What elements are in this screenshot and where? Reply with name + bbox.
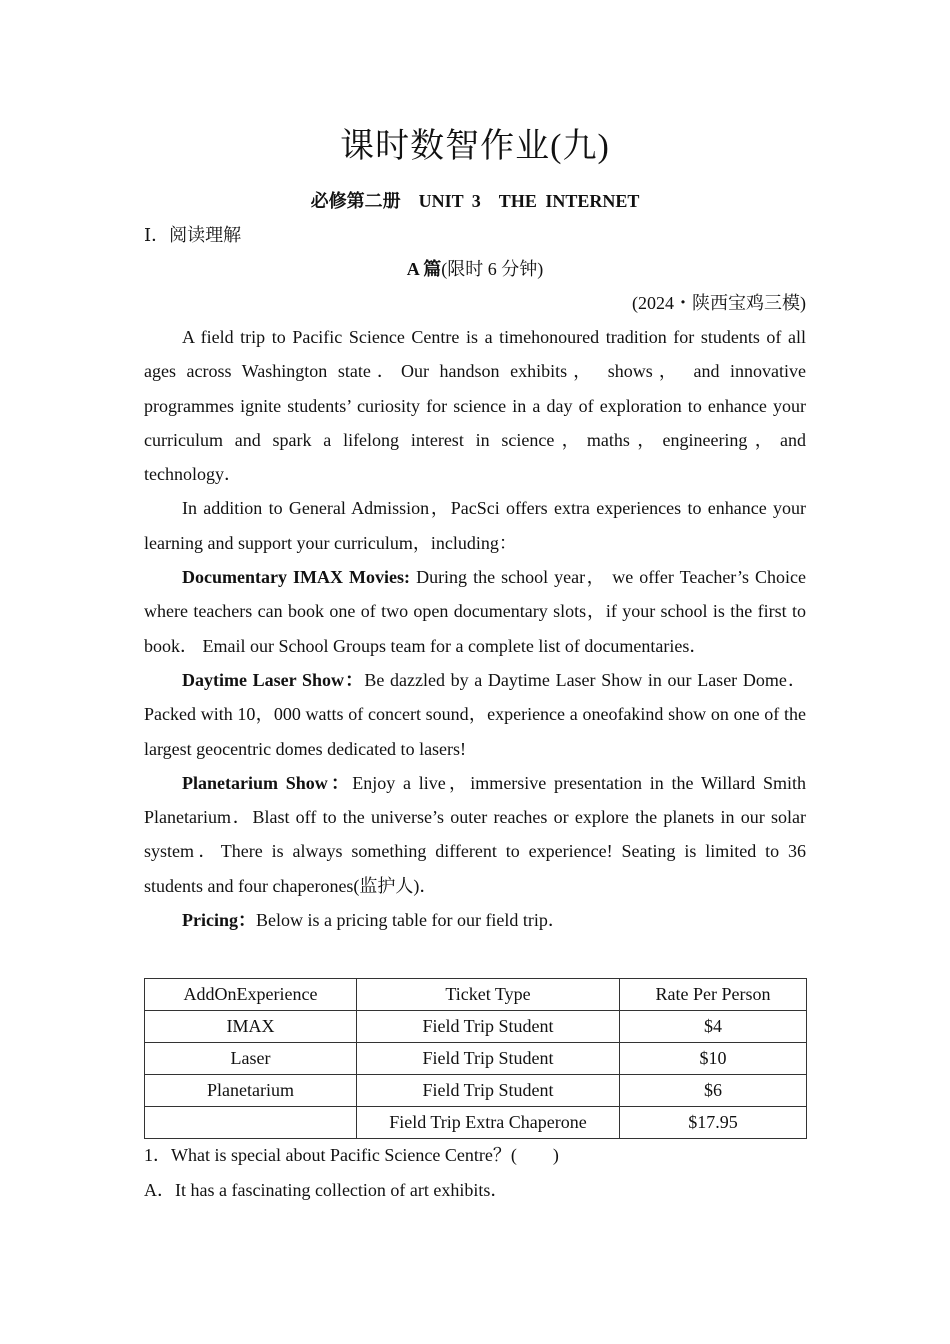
- table-header-cell: AddOnExperience: [145, 979, 357, 1011]
- planetarium-label: Planetarium Show：: [182, 772, 353, 793]
- passage-label: A 篇: [406, 259, 442, 279]
- table-row: [145, 1011, 807, 1043]
- table-row: [145, 1107, 807, 1139]
- table-cell: Planetarium: [145, 1075, 357, 1107]
- paragraph-planetarium: [144, 766, 806, 903]
- table-cell: Field Trip Extra Chaperone: [357, 1107, 620, 1139]
- table-cell: Field Trip Student: [357, 1075, 620, 1107]
- unit-subtitle: 必修第二册 UNIT 3 THE INTERNET: [310, 191, 640, 211]
- question-1: 1．What is special about Pacific Science Centre？( ): [144, 1145, 559, 1165]
- paragraph-admission: In addition to General Admission，PacSci offers extra experiences to enhance your learning and support your curriculum，including：: [144, 498, 806, 553]
- paragraph-pricing: [144, 903, 806, 937]
- option-a: A．It has a fascinating collection of art exhibits．: [144, 1180, 509, 1200]
- table-header-row: [145, 979, 807, 1011]
- table-cell: $17.95: [620, 1107, 807, 1139]
- passage-title: [144, 257, 806, 281]
- laser-label: Daytime Laser Show：: [182, 669, 365, 690]
- pricing-table: [144, 978, 807, 1139]
- laser-text: Be dazzled by a Daytime Laser Show in our Laser Dome．Packed with 10，000 watts of concert sound，experience a oneofakind show on one of the largest geocentric domes dedicated to lasers!: [144, 669, 806, 759]
- table-cell: Field Trip Student: [357, 1043, 620, 1075]
- page-title: 课时数智作业(九): [340, 128, 610, 165]
- paragraph-laser: [144, 663, 806, 766]
- table-row: [145, 1075, 807, 1107]
- pricing-text: Below is a pricing table for our field trip．: [256, 910, 566, 931]
- table-row: [145, 1043, 807, 1075]
- table-cell: [145, 1107, 357, 1139]
- passage-time-limit: (限时 6 分钟): [441, 259, 544, 279]
- pricing-label: Pricing：: [182, 910, 256, 931]
- table-header-cell: Rate Per Person: [620, 979, 807, 1011]
- section-heading: Ⅰ．阅读理解: [144, 225, 242, 245]
- passage-body: [144, 320, 806, 937]
- table-cell: Field Trip Student: [357, 1011, 620, 1043]
- imax-label: Documentary IMAX Movies:: [182, 567, 411, 588]
- table-cell: $10: [620, 1043, 807, 1075]
- passage-source: (2024・陕西宝鸡三模): [632, 293, 806, 313]
- table-cell: IMAX: [145, 1011, 357, 1043]
- table-header-cell: Ticket Type: [357, 979, 620, 1011]
- table-cell: Laser: [145, 1043, 357, 1075]
- planetarium-text: Enjoy a live，immersive presentation in the Willard Smith Planetarium．Blast off to the universe’s outer reaches or explore the planets in our solar system．There is always something different to experience! Seating is limited to 36 students and four chaperones(监护人)．: [144, 772, 806, 896]
- paragraph-intro: A field trip to Pacific Science Centre is a timehonoured tradition for students of all ages across Washington state．Our handson exhibits， shows， and innovative programmes ignite students’ curiosity for science in a day of exploration to enhance your curriculum and spark a lifelong interest in science，maths，engineering，and technology．: [144, 327, 806, 485]
- imax-text: During the school year， we offer Teacher’s Choice where teachers can book one of two open documentary slots，if your school is the first to book． Email our School Groups team for a complete list of documentaries．: [144, 567, 806, 656]
- table-cell: $4: [620, 1011, 807, 1043]
- paragraph-imax: [144, 560, 806, 663]
- table-cell: $6: [620, 1075, 807, 1107]
